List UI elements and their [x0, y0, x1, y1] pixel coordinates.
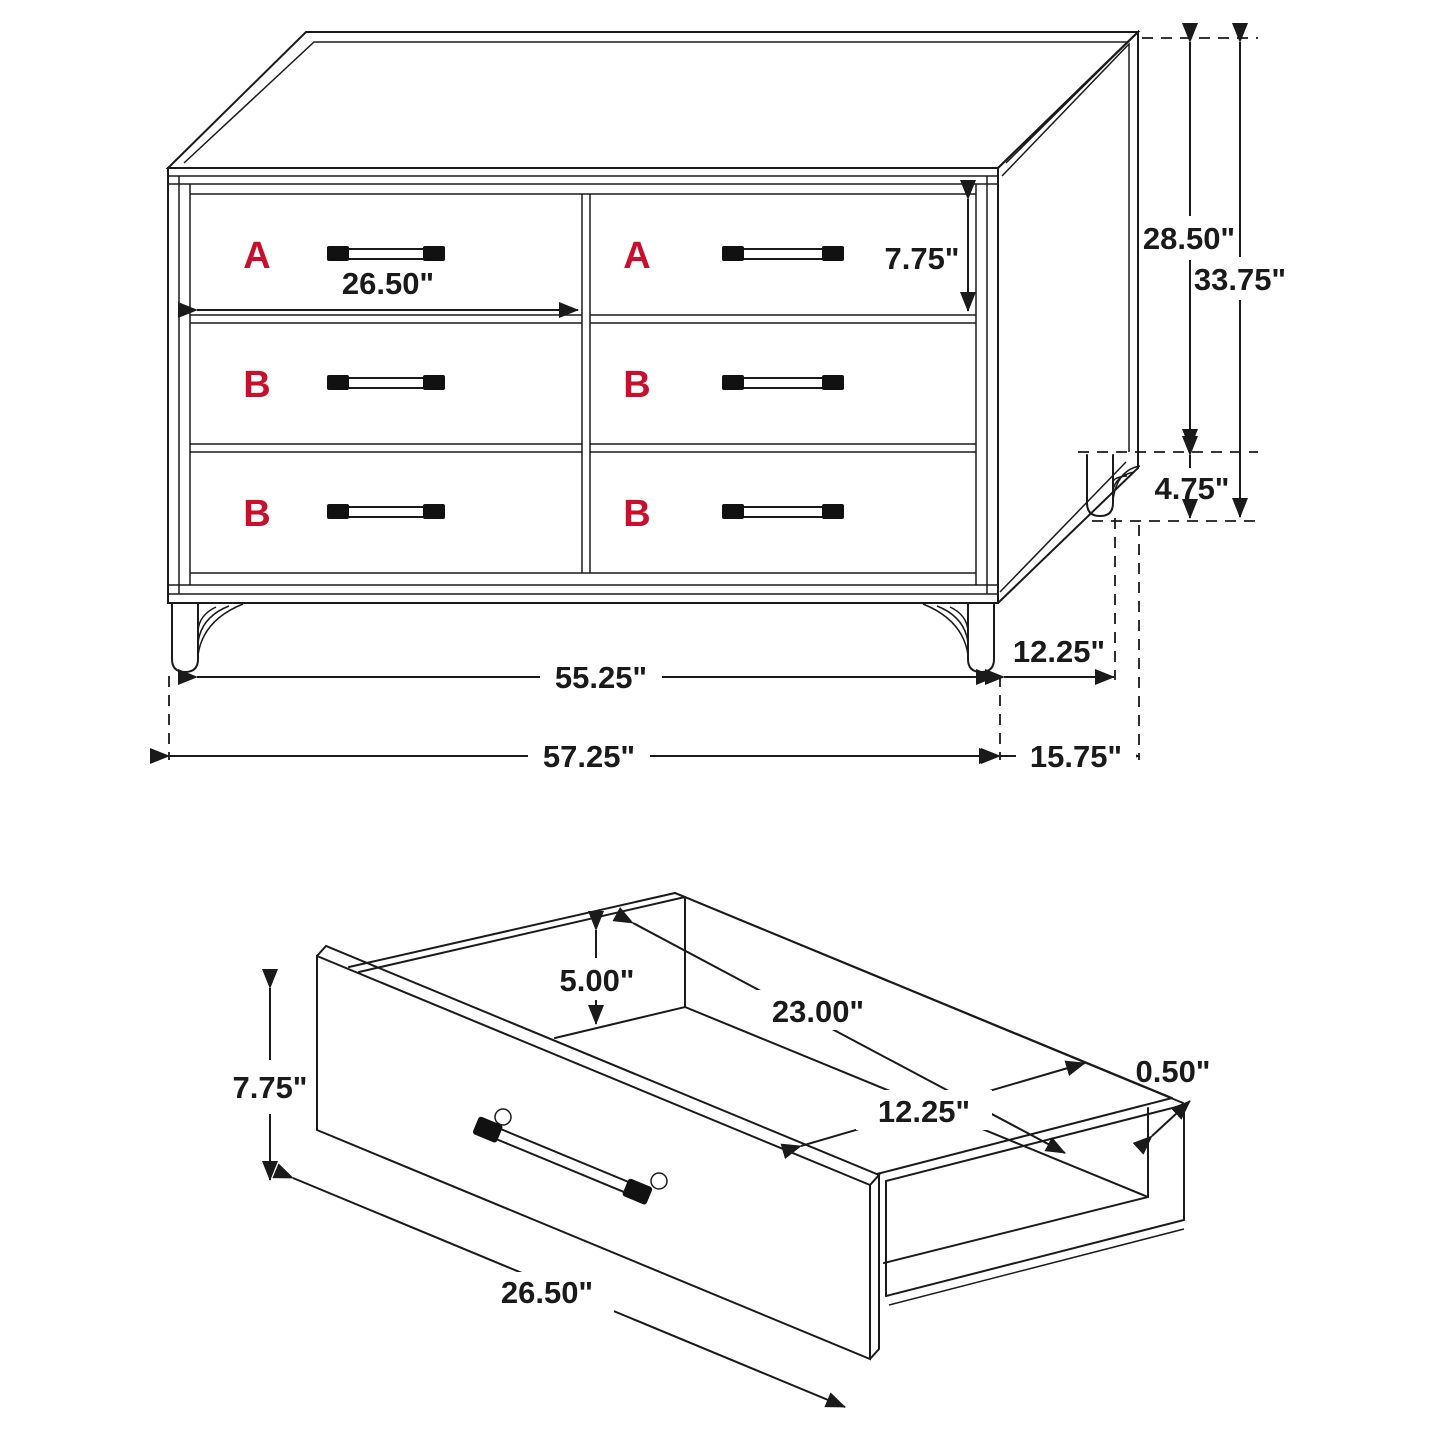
dim-panel-thickness	[1135, 1054, 1210, 1136]
dim-text-width-between-legs: 55.25"	[554, 660, 648, 695]
drawer-floor-right-edge	[884, 1197, 1148, 1263]
dim-text-drawer-width: 26.50"	[341, 266, 435, 301]
drawer-back-left-corner-top	[675, 893, 685, 897]
handle-row1-left	[327, 246, 445, 261]
drawer-label: A	[243, 235, 271, 277]
dim-front-height	[232, 988, 307, 1180]
dim-drawer-height	[884, 199, 968, 311]
drawer-label: B	[243, 364, 271, 406]
dresser-frame-rails	[190, 194, 976, 573]
dim-depth-between-legs	[1004, 634, 1114, 677]
drawer-label: A	[623, 235, 651, 277]
dresser-right-face-inner-border	[1002, 44, 1129, 452]
dim-text-drawer-height: 7.75"	[884, 241, 960, 276]
dim-overall-width	[169, 737, 998, 774]
front-right-leg	[968, 603, 994, 672]
drawer-left-wall-top-edges	[349, 893, 685, 972]
handle-row2-right	[722, 375, 844, 390]
dim-text-case-height: 28.50"	[1142, 221, 1236, 256]
handle-row3-right	[722, 504, 844, 519]
dresser-drawer-divider-lines	[190, 315, 976, 452]
dresser-drawing	[168, 32, 1286, 774]
drawer-detail-drawing	[232, 893, 1210, 1407]
dresser-right-face-bottom-inner	[1000, 462, 1126, 592]
dresser-top-face-inner-border	[184, 42, 1128, 163]
dim-width-between-legs	[197, 658, 995, 695]
drawer-bottom-slab-edge	[889, 1229, 1184, 1305]
dim-text-depth-between-legs: 12.25"	[1012, 634, 1106, 669]
dim-text-leg-height: 4.75"	[1154, 471, 1230, 506]
dresser-front-face	[168, 168, 998, 603]
dim-inner-height	[559, 930, 634, 1024]
dim-text-overall-width: 57.25"	[542, 739, 636, 774]
dim-text-front-height: 7.75"	[232, 1070, 308, 1105]
front-left-leg-bracket	[198, 604, 243, 655]
dresser-right-face	[998, 32, 1138, 603]
dresser-front-bevel-lines	[168, 176, 998, 594]
handle-row3-left	[327, 504, 445, 519]
handle-row2-left	[327, 375, 445, 390]
dim-text-front-width: 26.50"	[500, 1275, 594, 1310]
drawer-label: B	[623, 493, 651, 535]
dim-text-panel-thickness: 0.50"	[1135, 1054, 1211, 1089]
dresser-top-face	[168, 32, 1138, 168]
dim-text-inner-height: 5.00"	[559, 963, 635, 998]
handle-row1-right	[722, 246, 844, 261]
front-left-leg	[172, 603, 198, 672]
drawer-front-panel-right-edge	[870, 1175, 879, 1359]
dim-text-overall-height: 33.75"	[1193, 262, 1287, 297]
dresser-center-divider	[582, 194, 590, 573]
dim-overall-depth	[1000, 737, 1139, 774]
dim-leg-height	[1154, 455, 1229, 518]
front-right-leg-bracket	[923, 604, 968, 655]
dim-inner-width	[801, 1063, 1085, 1146]
dim-overall-height	[1194, 42, 1286, 517]
drawer-label: B	[243, 493, 271, 535]
dim-text-inner-width: 12.25"	[877, 1094, 971, 1129]
dresser-legs	[172, 455, 1140, 672]
dim-text-overall-depth: 15.75"	[1029, 739, 1123, 774]
dresser-case-outline	[168, 32, 1138, 603]
back-right-leg	[1087, 455, 1113, 516]
drawer-label: B	[623, 364, 651, 406]
dim-text-inner-length: 23.00"	[771, 994, 865, 1029]
dim-case-height	[1143, 42, 1235, 448]
dresser-frame-stiles	[179, 176, 987, 594]
